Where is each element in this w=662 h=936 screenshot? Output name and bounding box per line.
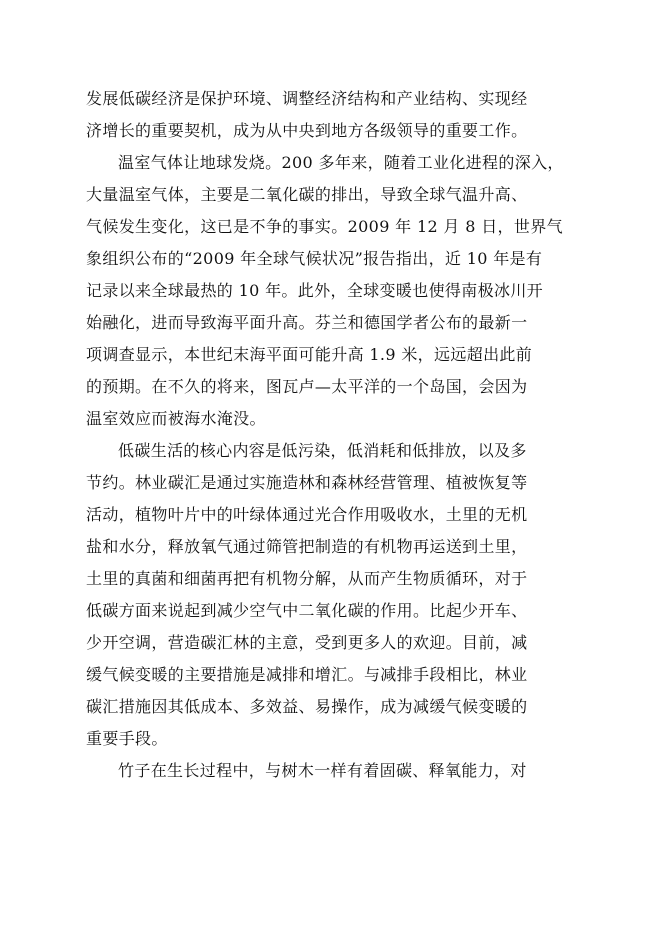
- paragraph-start-line: 低碳生活的核心内容是低污染，低消耗和低排放，以及多: [118, 441, 527, 460]
- text-line: 重要手段。: [86, 729, 168, 748]
- text-line: 气候发生变化，这已是不争的事实。2009 年 12 月 8 日，世界气: [86, 217, 563, 236]
- text-line: 大量温室气体，主要是二氧化碳的排出，导致全球气温升高、: [86, 185, 528, 204]
- text-line: 象组织公布的“2009 年全球气候状况”报告指出，近 10 年是有: [86, 249, 543, 268]
- text-line: 温室效应而被海水淹没。: [86, 409, 266, 428]
- paragraph-start-line: 温室气体让地球发烧。200 多年来，随着工业化进程的深入，: [118, 153, 564, 172]
- text-line: 项调查显示，本世纪末海平面可能升高 1.9 米，远远超出此前: [86, 345, 533, 364]
- text-line: 活动，植物叶片中的叶绿体通过光合作用吸收水，土里的无机: [86, 505, 528, 524]
- text-line: 盐和水分，释放氧气通过筛管把制造的有机物再运送到土里，: [86, 537, 528, 556]
- text-line: 的预期。在不久的将来，图瓦卢—太平洋的一个岛国，会因为: [86, 377, 528, 396]
- text-line: 低碳方面来说起到减少空气中二氧化碳的作用。比起少开车、: [86, 601, 528, 620]
- text-line: 少开空调，营造碳汇林的主意，受到更多人的欢迎。目前，减: [86, 633, 528, 652]
- text-line: 始融化，进而导致海平面升高。芬兰和德国学者公布的最新一: [86, 313, 528, 332]
- text-line: 济增长的重要契机，成为从中央到地方各级领导的重要工作。: [86, 121, 528, 140]
- text-line: 记录以来全球最热的 10 年。此外，全球变暖也使得南极冰川开: [86, 281, 544, 300]
- paragraph-start-line: 竹子在生长过程中，与树木一样有着固碳、释氧能力，对: [118, 761, 527, 780]
- text-line: 节约。林业碳汇是通过实施造林和森林经营管理、植被恢复等: [86, 473, 528, 492]
- text-line: 土里的真菌和细菌再把有机物分解，从而产生物质循环，对于: [86, 569, 528, 588]
- text-line: 碳汇措施因其低成本、多效益、易操作，成为减缓气候变暖的: [86, 697, 528, 716]
- text-line: 发展低碳经济是保护环境、调整经济结构和产业结构、实现经: [86, 89, 528, 108]
- text-line: 缓气候变暖的主要措施是减排和增汇。与减排手段相比，林业: [86, 665, 528, 684]
